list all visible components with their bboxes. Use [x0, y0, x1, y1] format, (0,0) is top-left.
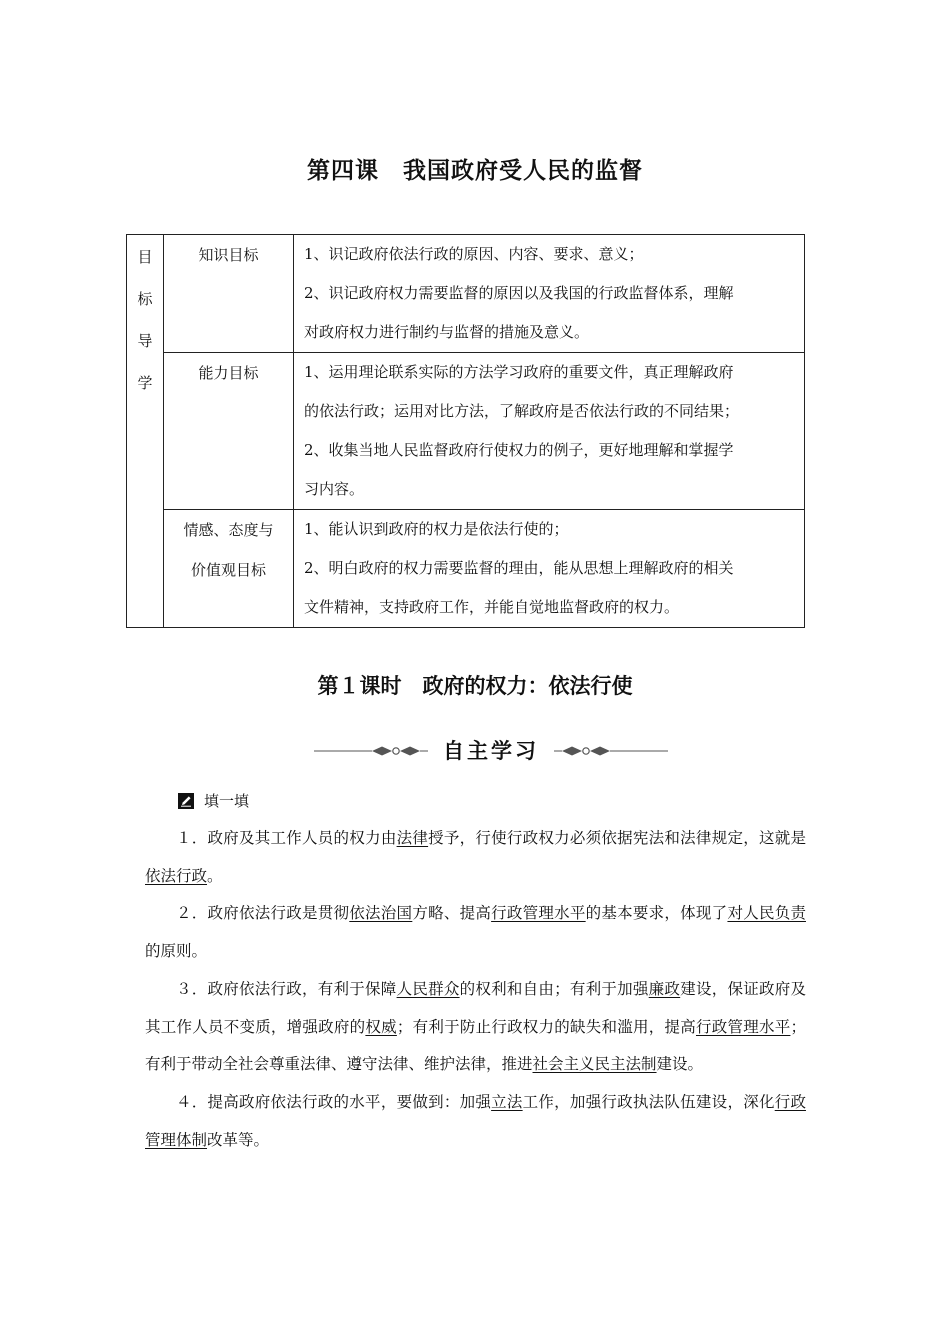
fill-item-2 — [145, 895, 806, 970]
goal-category-knowledge — [164, 235, 294, 353]
side-label-char: 标 — [137, 290, 153, 308]
table-row — [127, 235, 805, 353]
item-text: 。 — [207, 866, 223, 885]
answer-blank: 依法行政 — [145, 866, 208, 885]
table-row — [127, 510, 805, 628]
answer-blank: 依法治国 — [349, 904, 413, 923]
item-text: ；有利于带动全社会尊重法律、遵守法律、维护法律，推进 — [145, 1017, 806, 1074]
item-text: 方略、提高 — [412, 904, 492, 923]
item-text: ４．提高政府依法行政的水平，要做到：加强 — [176, 1092, 492, 1111]
category-label: 价值观目标 — [190, 561, 266, 579]
item-text: 的原则。 — [145, 942, 208, 961]
goal-content-knowledge — [294, 235, 805, 353]
goal-line: 1、识记政府依法行政的原因、内容、要求、意义； — [304, 245, 644, 263]
answer-blank: 法律 — [396, 829, 429, 847]
side-label-char: 学 — [137, 374, 153, 392]
item-text: 的基本要求，体现了 — [585, 904, 728, 923]
item-text: 改革等。 — [207, 1130, 270, 1149]
item-text: ３．政府依法行政，有利于保障 — [176, 979, 397, 998]
answer-blank: 对人民负责 — [727, 904, 806, 923]
answer-blank: 人民群众 — [396, 979, 460, 998]
item-text: １．政府及其工作人员的权力由 — [176, 829, 397, 847]
goal-line: 1、能认识到政府的权力是依法行使的； — [304, 520, 569, 538]
item-text: 建设，保证政府及其工作人员不变质，增强政府的 — [145, 979, 806, 1036]
lesson-title: 第１课时 政府的权力：依法行使 — [317, 674, 633, 698]
goal-content-ability — [294, 353, 805, 510]
fill-heading-label: 填一填 — [204, 792, 250, 810]
fill-in-items — [145, 820, 806, 1159]
goal-line: 2、明白政府的权力需要监督的理由，能从思想上理解政府的相关 — [304, 559, 734, 577]
goal-line: 2、识记政府权力需要监督的原因以及我国的行政监督体系，理解 — [304, 284, 734, 302]
section-banner — [314, 736, 668, 766]
goal-line: 对政府权力进行制约与监督的措施及意义。 — [304, 323, 590, 341]
item-text: 授予，行使行政权力必须依据宪法和法律规定，这就是 — [428, 829, 806, 847]
table-row — [127, 353, 805, 510]
goal-line: 2、收集当地人民监督政府行使权力的例子，更好地理解和掌握学 — [304, 441, 734, 459]
pencil-box-icon — [178, 793, 194, 809]
goal-line: 的依法行政；运用对比方法，了解政府是否依法行政的不同结果； — [304, 402, 740, 420]
goal-category-values — [164, 510, 294, 628]
category-label: 能力目标 — [198, 364, 259, 382]
fill-item-1 — [145, 820, 806, 895]
item-text: 的权利和自由；有利于加强 — [459, 979, 649, 998]
category-label: 情感、态度与 — [183, 521, 274, 539]
answer-blank: 社会主义民主法制 — [532, 1055, 657, 1074]
goals-side-label — [127, 235, 164, 628]
section-label: 自主学习 — [443, 739, 539, 763]
item-text: ；有利于防止行政权力的缺失和滥用，提高 — [396, 1017, 696, 1036]
answer-blank: 行政管理体制 — [145, 1092, 806, 1149]
fill-heading — [178, 789, 249, 813]
goal-line: 1、运用理论联系实际的方法学习政府的重要文件，真正理解政府 — [304, 363, 734, 381]
side-label-char: 导 — [137, 332, 153, 350]
goal-content-values — [294, 510, 805, 628]
answer-blank: 廉政 — [648, 979, 681, 998]
goal-line: 文件精神，支持政府工作，并能自觉地监督政府的权力。 — [304, 598, 680, 616]
category-label: 知识目标 — [198, 246, 259, 264]
side-label-char: 目 — [137, 248, 153, 266]
answer-blank: 行政管理水平 — [695, 1017, 791, 1036]
fill-item-3 — [145, 971, 806, 1084]
page-title: 第四课 我国政府受人民的监督 — [307, 158, 643, 184]
goal-category-ability — [164, 353, 294, 510]
item-text: ２．政府依法行政是贯彻 — [176, 904, 350, 923]
fill-item-4 — [145, 1084, 806, 1159]
answer-blank: 立法 — [491, 1092, 523, 1111]
goal-line: 习内容。 — [304, 480, 365, 498]
item-text: 工作，加强行政执法队伍建设，深化 — [522, 1092, 775, 1111]
answer-blank: 权威 — [365, 1017, 397, 1036]
item-text: 建设。 — [656, 1055, 704, 1074]
answer-blank: 行政管理水平 — [491, 904, 586, 923]
learning-goals-table — [126, 234, 805, 628]
